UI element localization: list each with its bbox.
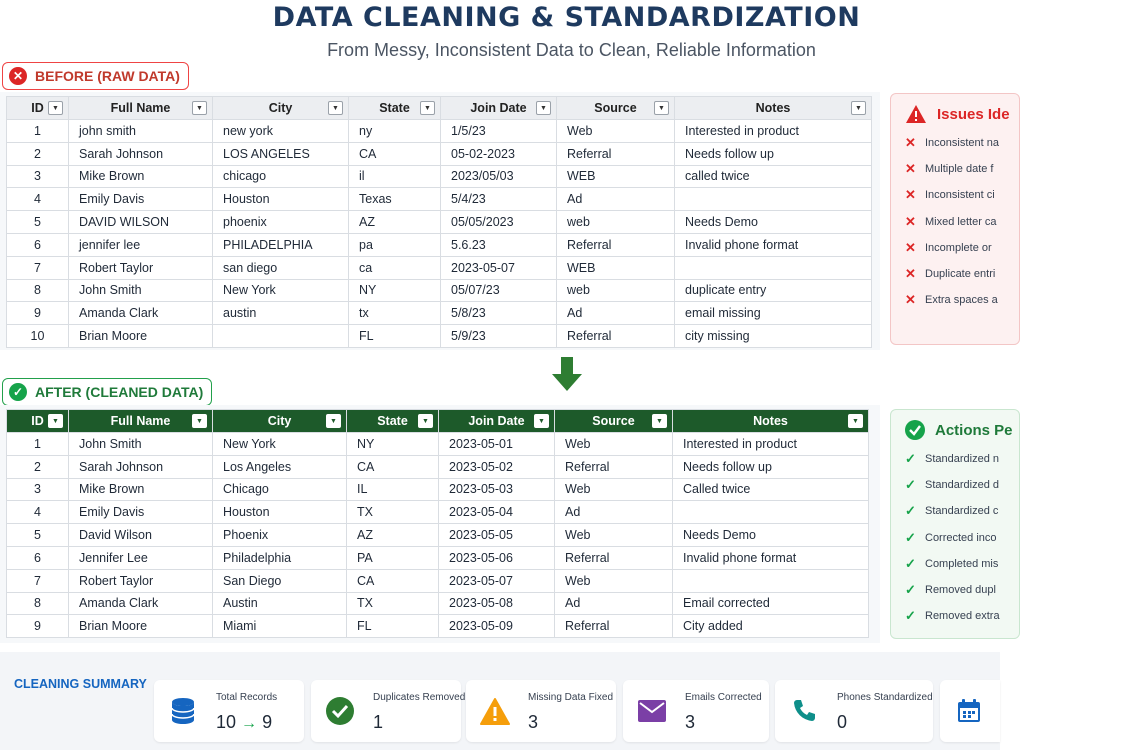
table-cell: Invalid phone format: [673, 546, 869, 569]
table-cell: 5: [7, 211, 69, 234]
issues-item: [905, 209, 1019, 235]
before-col-header: [557, 97, 675, 120]
table-row: [7, 569, 869, 592]
card-label: Total Records: [216, 692, 278, 703]
filter-dropdown-icon[interactable]: ▼: [192, 101, 207, 115]
actions-item-label: Completed mis: [925, 557, 999, 570]
before-col-header: [441, 97, 557, 120]
summary-title: CLEANING SUMMARY: [14, 677, 147, 691]
column-label: Notes: [755, 101, 791, 115]
table-cell: Interested in product: [675, 120, 872, 143]
issues-item: [905, 156, 1019, 182]
table-cell: 8: [7, 592, 69, 615]
table-cell: Sarah Johnson: [69, 142, 213, 165]
filter-dropdown-icon[interactable]: ▼: [48, 414, 63, 428]
table-cell: 3: [7, 165, 69, 188]
table-cell: san diego: [213, 256, 349, 279]
before-badge: [2, 62, 189, 90]
column-label: City: [268, 101, 293, 115]
table-cell: Needs Demo: [675, 211, 872, 234]
x-circle-icon: ✕: [9, 67, 27, 85]
table-cell: 7: [7, 256, 69, 279]
table-cell: Amanda Clark: [69, 592, 213, 615]
table-cell: Web: [555, 524, 673, 547]
table-cell: called twice: [675, 165, 872, 188]
table-cell: FL: [347, 615, 439, 638]
x-icon: ✕: [905, 135, 916, 151]
filter-dropdown-icon[interactable]: ▼: [851, 101, 866, 115]
table-cell: 05/05/2023: [441, 211, 557, 234]
x-icon: ✕: [905, 213, 916, 229]
table-cell: Referral: [557, 142, 675, 165]
table-cell: Brian Moore: [69, 325, 213, 348]
table-cell: 2023/05/03: [441, 165, 557, 188]
actions-item: [905, 446, 1019, 472]
table-cell: Referral: [555, 455, 673, 478]
table-row: [7, 279, 872, 302]
card-label: Missing Data Fixed: [528, 692, 614, 703]
table-cell: New York: [213, 433, 347, 456]
actions-item: [905, 577, 1019, 603]
table-cell: CA: [347, 455, 439, 478]
table-cell: 2023-05-01: [439, 433, 555, 456]
table-cell: Amanda Clark: [69, 302, 213, 325]
actions-item-label: Standardized d: [925, 479, 999, 492]
table-cell: phoenix: [213, 211, 349, 234]
issues-item-label: Duplicate entri: [925, 268, 996, 281]
table-cell: 10: [7, 325, 69, 348]
x-icon: ✕: [905, 292, 916, 308]
table-cell: PHILADELPHIA: [213, 233, 349, 256]
before-badge-label: BEFORE (RAW DATA): [35, 68, 180, 84]
table-cell: Ad: [557, 188, 675, 211]
issues-item: [905, 235, 1019, 261]
card-value: 1: [373, 712, 384, 732]
table-row: [7, 478, 869, 501]
table-cell: Needs follow up: [673, 455, 869, 478]
table-cell: Sarah Johnson: [69, 455, 213, 478]
before-table: [6, 96, 872, 348]
table-cell: 9: [7, 302, 69, 325]
table-cell: web: [557, 211, 675, 234]
table-cell: 4: [7, 501, 69, 524]
before-col-header: [675, 97, 872, 120]
table-cell: Phoenix: [213, 524, 347, 547]
filter-dropdown-icon[interactable]: ▼: [418, 414, 433, 428]
issues-item: [905, 182, 1019, 208]
table-cell: duplicate entry: [675, 279, 872, 302]
table-cell: CA: [347, 569, 439, 592]
table-cell: Emily Davis: [69, 501, 213, 524]
table-cell: Web: [557, 120, 675, 143]
issues-item-label: Extra spaces a: [925, 294, 998, 307]
issues-item-label: Mixed letter ca: [925, 215, 997, 228]
table-cell: NY: [349, 279, 441, 302]
after-col-header: [7, 410, 69, 433]
summary-card-dates: [940, 680, 1000, 742]
table-cell: 5/8/23: [441, 302, 557, 325]
after-badge: [2, 378, 212, 406]
issues-item: [905, 287, 1019, 313]
table-cell: Houston: [213, 501, 347, 524]
table-cell: Houston: [213, 188, 349, 211]
table-cell: TX: [347, 592, 439, 615]
after-col-header: [439, 410, 555, 433]
table-cell: [213, 325, 349, 348]
table-cell: LOS ANGELES: [213, 142, 349, 165]
table-cell: 5/4/23: [441, 188, 557, 211]
table-cell: 2023-05-04: [439, 501, 555, 524]
table-cell: [673, 501, 869, 524]
issues-title: Issues Ide: [937, 105, 1010, 123]
table-cell: web: [557, 279, 675, 302]
x-icon: ✕: [905, 187, 916, 203]
table-cell: Invalid phone format: [675, 233, 872, 256]
card-value: 3: [528, 712, 539, 732]
column-label: City: [267, 414, 292, 428]
table-cell: NY: [347, 433, 439, 456]
table-row: [7, 233, 872, 256]
column-label: Notes: [753, 414, 788, 428]
table-cell: email missing: [675, 302, 872, 325]
table-cell: San Diego: [213, 569, 347, 592]
issues-item: [905, 261, 1019, 287]
table-cell: il: [349, 165, 441, 188]
check-circle-icon: [323, 694, 357, 728]
issues-item-label: Inconsistent ci: [925, 189, 995, 202]
table-cell: New York: [213, 279, 349, 302]
table-cell: pa: [349, 233, 441, 256]
warning-icon: [478, 694, 512, 728]
table-cell: 6: [7, 546, 69, 569]
actions-panel: [890, 409, 1020, 639]
filter-dropdown-icon[interactable]: ▼: [420, 101, 435, 115]
table-cell: 5: [7, 524, 69, 547]
table-cell: Emily Davis: [69, 188, 213, 211]
card-value: 10 → 9: [216, 712, 273, 732]
table-cell: ca: [349, 256, 441, 279]
issues-item-label: Inconsistent na: [925, 137, 999, 150]
table-cell: 2023-05-02: [439, 455, 555, 478]
table-cell: David Wilson: [69, 524, 213, 547]
table-cell: Mike Brown: [69, 478, 213, 501]
table-cell: Interested in product: [673, 433, 869, 456]
table-cell: Referral: [555, 615, 673, 638]
table-cell: PA: [347, 546, 439, 569]
table-cell: city missing: [675, 325, 872, 348]
table-cell: 2023-05-09: [439, 615, 555, 638]
after-table: [6, 409, 869, 638]
page-title: DATA CLEANING & STANDARDIZATION: [272, 2, 861, 33]
table-row: [7, 546, 869, 569]
column-label: ID: [31, 101, 44, 115]
table-cell: 9: [7, 615, 69, 638]
table-row: [7, 433, 869, 456]
table-cell: Jennifer Lee: [69, 546, 213, 569]
table-cell: 2023-05-03: [439, 478, 555, 501]
table-cell: chicago: [213, 165, 349, 188]
table-cell: Texas: [349, 188, 441, 211]
table-cell: 4: [7, 188, 69, 211]
column-label: State: [377, 414, 408, 428]
table-cell: Miami: [213, 615, 347, 638]
table-cell: Austin: [213, 592, 347, 615]
calendar-icon: [952, 694, 986, 728]
x-icon: ✕: [905, 161, 916, 177]
table-row: [7, 165, 872, 188]
envelope-icon: [635, 694, 669, 728]
column-label: Source: [594, 101, 637, 115]
table-row: [7, 302, 872, 325]
filter-dropdown-icon[interactable]: ▼: [654, 101, 669, 115]
table-cell: DAVID WILSON: [69, 211, 213, 234]
card-label: Duplicates Removed: [373, 692, 466, 703]
table-cell: Brian Moore: [69, 615, 213, 638]
arrow-right-icon: →: [241, 715, 258, 732]
table-cell: Mike Brown: [69, 165, 213, 188]
table-cell: CA: [349, 142, 441, 165]
filter-dropdown-icon[interactable]: ▼: [534, 414, 549, 428]
column-label: State: [379, 101, 410, 115]
table-cell: WEB: [557, 165, 675, 188]
table-cell: [673, 569, 869, 592]
actions-item: [905, 525, 1019, 551]
table-cell: Needs Demo: [673, 524, 869, 547]
table-cell: 7: [7, 569, 69, 592]
filter-dropdown-icon[interactable]: ▼: [848, 414, 863, 428]
column-label: Full Name: [110, 101, 171, 115]
actions-item: [905, 603, 1019, 629]
page-subtitle: From Messy, Inconsistent Data to Clean, Reliable Information: [327, 40, 816, 60]
table-row: [7, 524, 869, 547]
database-icon: [166, 694, 200, 728]
x-icon: ✕: [905, 239, 916, 255]
summary-card-phones: [775, 680, 933, 742]
table-cell: 5.6.23: [441, 233, 557, 256]
warning-triangle-icon: [905, 104, 927, 124]
table-cell: Referral: [557, 325, 675, 348]
card-value: 0: [837, 712, 848, 732]
check-icon: ✓: [905, 529, 916, 545]
summary-card-emails: [623, 680, 769, 742]
summary-card-total-records: [154, 680, 304, 742]
table-cell: John Smith: [69, 279, 213, 302]
table-cell: 2: [7, 455, 69, 478]
x-icon: ✕: [905, 266, 916, 282]
after-col-header: [69, 410, 213, 433]
table-cell: WEB: [557, 256, 675, 279]
issues-item: [905, 130, 1019, 156]
filter-dropdown-icon[interactable]: ▼: [652, 414, 667, 428]
table-row: [7, 592, 869, 615]
after-badge-label: AFTER (CLEANED DATA): [35, 384, 204, 400]
table-cell: AZ: [347, 524, 439, 547]
after-col-header: [213, 410, 347, 433]
table-cell: Web: [555, 433, 673, 456]
actions-item-label: Standardized n: [925, 453, 999, 466]
table-cell: john smith: [69, 120, 213, 143]
table-cell: ny: [349, 120, 441, 143]
arrow-down-icon: [552, 357, 582, 391]
table-cell: 2023-05-07: [441, 256, 557, 279]
column-label: Full Name: [110, 414, 171, 428]
table-cell: City added: [673, 615, 869, 638]
column-label: Join Date: [470, 101, 527, 115]
table-cell: Ad: [557, 302, 675, 325]
card-label: Phones Standardized: [837, 692, 933, 703]
after-col-header: [347, 410, 439, 433]
table-cell: Referral: [557, 233, 675, 256]
check-icon: ✓: [905, 582, 916, 598]
check-circle-icon: ✓: [9, 383, 27, 401]
filter-dropdown-icon[interactable]: ▼: [48, 101, 63, 115]
table-cell: Los Angeles: [213, 455, 347, 478]
phone-icon: [787, 694, 821, 728]
table-row: [7, 325, 872, 348]
table-cell: 3: [7, 478, 69, 501]
table-cell: Email corrected: [673, 592, 869, 615]
actions-item-label: Corrected inco: [925, 531, 997, 544]
card-label: Emails Corrected: [685, 692, 762, 703]
table-cell: Robert Taylor: [69, 569, 213, 592]
summary-card-duplicates: [311, 680, 466, 742]
actions-item-label: Standardized c: [925, 505, 999, 518]
filter-dropdown-icon[interactable]: ▼: [326, 414, 341, 428]
table-cell: austin: [213, 302, 349, 325]
card-value: 3: [685, 712, 696, 732]
before-col-header: [213, 97, 349, 120]
check-icon: ✓: [905, 477, 916, 493]
table-row: [7, 142, 872, 165]
table-cell: FL: [349, 325, 441, 348]
actions-item-label: Removed extra: [925, 610, 1000, 623]
table-row: [7, 455, 869, 478]
check-icon: ✓: [905, 608, 916, 624]
table-cell: Robert Taylor: [69, 256, 213, 279]
table-cell: Ad: [555, 501, 673, 524]
table-cell: 2023-05-07: [439, 569, 555, 592]
table-cell: Referral: [555, 546, 673, 569]
filter-dropdown-icon[interactable]: ▼: [536, 101, 551, 115]
table-cell: new york: [213, 120, 349, 143]
table-cell: 5/9/23: [441, 325, 557, 348]
issues-panel: [890, 93, 1020, 345]
summary-card-missing-data: [466, 680, 616, 742]
table-cell: 6: [7, 233, 69, 256]
table-cell: Web: [555, 569, 673, 592]
table-row: [7, 211, 872, 234]
table-cell: 2023-05-08: [439, 592, 555, 615]
table-cell: AZ: [349, 211, 441, 234]
before-col-header: [349, 97, 441, 120]
table-cell: John Smith: [69, 433, 213, 456]
column-label: Join Date: [468, 414, 525, 428]
table-cell: Ad: [555, 592, 673, 615]
column-label: ID: [31, 414, 44, 428]
table-row: [7, 256, 872, 279]
check-circle-icon: [905, 420, 925, 440]
table-cell: 1: [7, 120, 69, 143]
table-cell: tx: [349, 302, 441, 325]
table-cell: 2: [7, 142, 69, 165]
table-cell: 1: [7, 433, 69, 456]
table-cell: Called twice: [673, 478, 869, 501]
table-row: [7, 120, 872, 143]
column-label: Source: [592, 414, 635, 428]
table-cell: Web: [555, 478, 673, 501]
actions-item: [905, 498, 1019, 524]
table-cell: 1/5/23: [441, 120, 557, 143]
actions-item: [905, 472, 1019, 498]
table-cell: 8: [7, 279, 69, 302]
check-icon: ✓: [905, 555, 916, 571]
table-cell: TX: [347, 501, 439, 524]
filter-dropdown-icon[interactable]: ▼: [328, 101, 343, 115]
table-cell: 2023-05-06: [439, 546, 555, 569]
issues-item-label: Incomplete or: [925, 241, 992, 254]
issues-item-label: Multiple date f: [925, 163, 994, 176]
filter-dropdown-icon[interactable]: ▼: [192, 414, 207, 428]
before-col-header: [69, 97, 213, 120]
table-cell: IL: [347, 478, 439, 501]
table-cell: Philadelphia: [213, 546, 347, 569]
table-row: [7, 501, 869, 524]
table-cell: [675, 256, 872, 279]
table-cell: jennifer lee: [69, 233, 213, 256]
table-row: [7, 188, 872, 211]
table-cell: 2023-05-05: [439, 524, 555, 547]
table-row: [7, 615, 869, 638]
actions-item-label: Removed dupl: [925, 584, 996, 597]
actions-title: Actions Pe: [935, 421, 1013, 439]
after-col-header: [673, 410, 869, 433]
table-cell: Chicago: [213, 478, 347, 501]
table-cell: 05/07/23: [441, 279, 557, 302]
table-cell: [675, 188, 872, 211]
table-cell: 05-02-2023: [441, 142, 557, 165]
actions-item: [905, 551, 1019, 577]
table-cell: Needs follow up: [675, 142, 872, 165]
after-col-header: [555, 410, 673, 433]
before-col-header: [7, 97, 69, 120]
check-icon: ✓: [905, 451, 916, 467]
check-icon: ✓: [905, 503, 916, 519]
